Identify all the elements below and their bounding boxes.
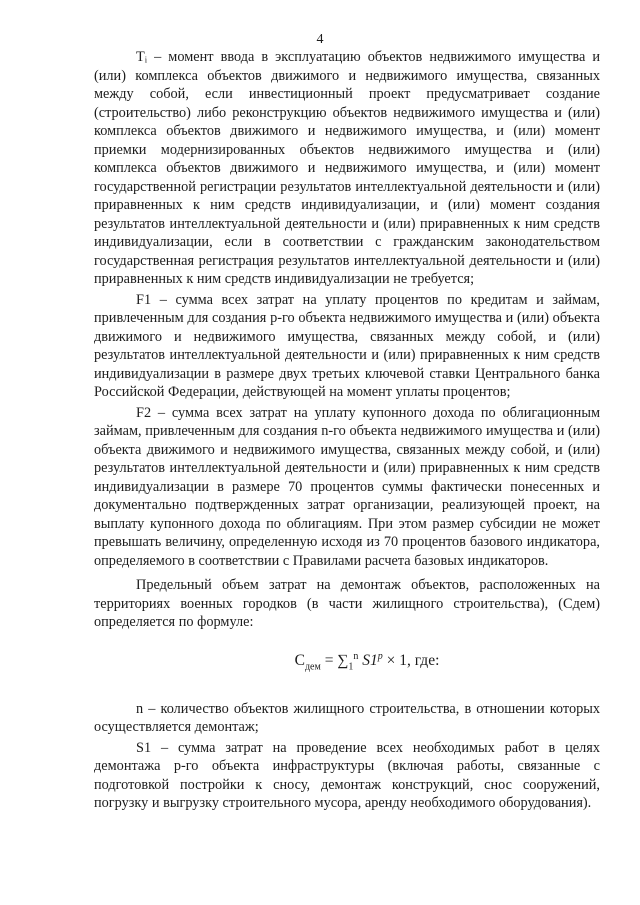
- formula-sum-upper: n: [353, 650, 359, 662]
- paragraph-f2-definition: F2 – сумма всех затрат на уплату купонного дохода по облигационным займам, привлеченным для создания n-го объекта недвижимого имущества и (или) объекта движимого и недвижимого имущества, связанных между собой, и (или) результатов интеллектуальной деятельности и (или) приравненных к ним средств индивидуализации в размере 70 процентов суммы фактически понесенных и документально подтвержденных затрат организации, реализующей проект, на выплату купонного дохода по облигациям. При этом размер субсидии не может превышать величину, определенную исходя из 70 процентов базового индикатора, определяемого в соответствии с Правилами расчета базовых индикаторов.: [94, 404, 600, 569]
- paragraph-f1-definition: F1 – сумма всех затрат на уплату процентов по кредитам и займам, привлеченным для создания p-го объекта недвижимого имущества и (или) объекта движимого и недвижимого имущества, связанных между собой, и (или) результатов интеллектуальной деятельности и (или) приравненных к ним средств индивидуализации в размере двух третьих ключевой ставки Центрального банка Российской Федерации, действующей на момент уплаты процентов;: [94, 291, 600, 400]
- paragraph-ti-definition: Tᵢ – момент ввода в эксплуатацию объектов недвижимого имущества и (или) комплекса объектов движимого и недвижимого имущества, связанных между собой, если инвестиционный проект предусматривает создание (строительство) либо реконструкцию объектов недвижимого имущества и (или) комплекса объектов движимого и недвижимого имущества, и (или) момент приемки модернизированных объектов недвижимого имущества и (или) комплекса объектов движимого и недвижимого имущества, и (или) момент государственной регистрации результатов интеллектуальной деятельности и (или) приравненных к ним средств индивидуализации, и (или) момент создания результатов интеллектуальной деятельности и (или) приравненных к ним средств индивидуализации, если в соответствии с гражданским законодательством государственная регистрация результатов интеллектуальной деятельности и (или) приравненных к ним средств индивидуализации не требуется;: [94, 49, 600, 287]
- demolition-formula: [94, 646, 600, 678]
- paragraph-demolition-limit: Предельный объем затрат на демонтаж объектов, расположенных на территориях военных городков (в части жилищного строительства), (Cдем) определяется по формуле:: [94, 577, 600, 630]
- formula-tail: × 1, где:: [382, 651, 440, 669]
- formula-lhs: C: [294, 651, 305, 669]
- formula-term: S1: [362, 651, 378, 669]
- definition-n: n – количество объектов жилищного строительства, в отношении которых осуществляется демонтаж;: [94, 700, 600, 736]
- definition-s1: S1 – сумма затрат на проведение всех необходимых работ в целях демонтажа p-го объекта инфраструктуры (включая работы, связанные с подготовкой постройки к сносу, демонтаж конструкций, снос сооружений, погрузку и выгрузку строительного мусора, аренду необходимого оборудования).: [94, 739, 600, 812]
- formula-sum-lower: 1: [348, 660, 354, 672]
- document-body: [94, 48, 600, 813]
- page-number: 4: [316, 32, 324, 47]
- formula-lhs-subscript: дем: [304, 660, 321, 672]
- formula-equals-sum: = ∑: [320, 651, 349, 669]
- formula-term-superscript: p: [377, 650, 383, 662]
